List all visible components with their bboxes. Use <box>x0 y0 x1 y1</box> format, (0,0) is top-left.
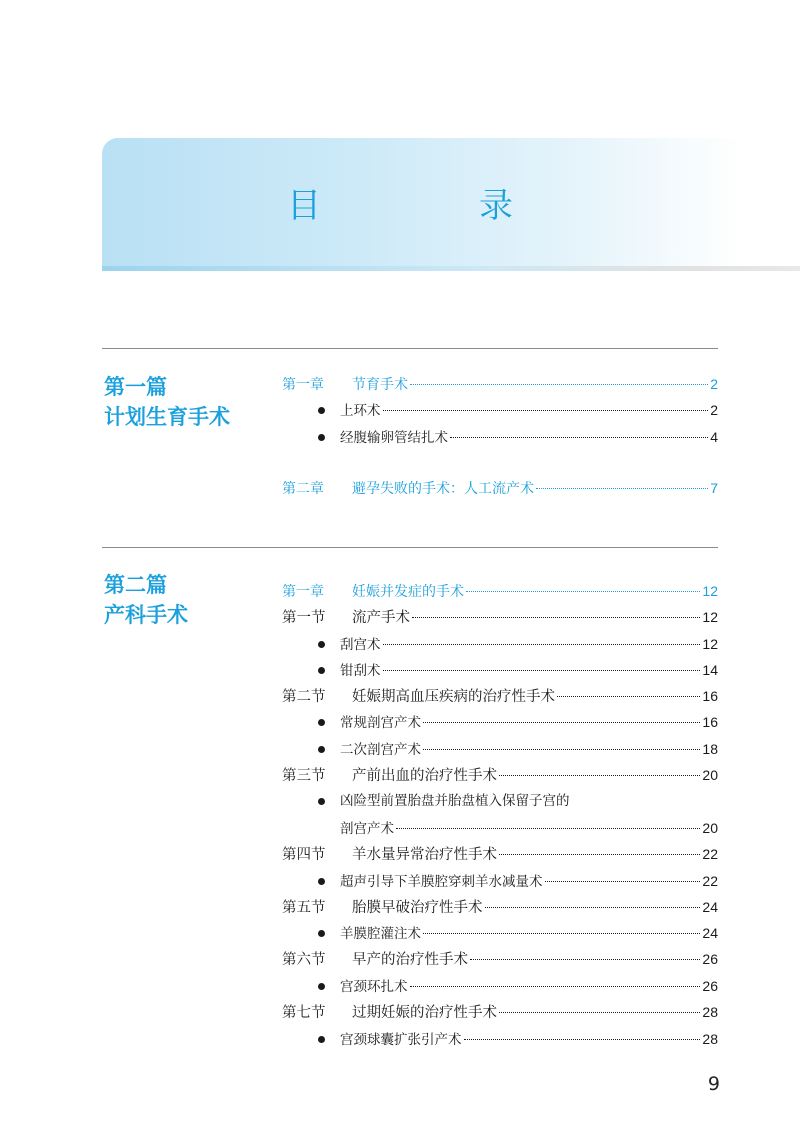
toc-section[interactable] <box>282 684 718 708</box>
section-number: 第三节 <box>282 768 326 784</box>
dot-leader <box>466 591 700 592</box>
dot-leader <box>464 1039 701 1040</box>
entry-title: 过期妊娠的治疗性手术 <box>352 1005 497 1021</box>
entry-page: 18 <box>702 741 718 757</box>
entry-page: 24 <box>702 925 718 941</box>
entry-title: 钳刮术 <box>340 663 381 679</box>
dot-leader <box>499 1012 700 1013</box>
dot-leader <box>423 749 700 750</box>
entry-title: 剖宫产术 <box>340 821 394 837</box>
entry-page: 2 <box>710 402 718 418</box>
toc-item[interactable] <box>282 869 718 893</box>
entry-title: 流产手术 <box>352 610 410 626</box>
toc-section[interactable] <box>282 947 718 971</box>
dot-leader <box>450 437 708 438</box>
part2-heading <box>104 570 188 630</box>
page-title: 目 录 <box>287 186 575 226</box>
toc-section[interactable] <box>282 605 718 629</box>
chapter-number: 第一章 <box>282 584 324 600</box>
page-number: 9 <box>707 1073 720 1095</box>
bullet-icon <box>318 719 325 726</box>
entry-page: 26 <box>702 951 718 967</box>
part1-divider <box>102 348 718 349</box>
toc-item-continued[interactable] <box>282 816 718 840</box>
section-number: 第七节 <box>282 1005 326 1021</box>
part1-title: 计划生育手术 <box>104 404 230 429</box>
toc-chapter[interactable] <box>282 579 718 603</box>
entry-page: 20 <box>702 820 718 836</box>
dot-leader <box>470 959 700 960</box>
part1-heading <box>104 372 230 432</box>
entry-page: 22 <box>702 846 718 862</box>
entry-title: 常规剖宫产术 <box>340 715 421 731</box>
dot-leader <box>536 488 708 489</box>
dot-leader <box>423 722 700 723</box>
entry-page: 24 <box>702 899 718 915</box>
entry-page: 12 <box>702 609 718 625</box>
toc-chapter[interactable] <box>282 372 718 396</box>
entry-title: 羊水量异常治疗性手术 <box>352 847 497 863</box>
bullet-icon <box>318 798 325 805</box>
dot-leader <box>545 881 701 882</box>
entry-page: 4 <box>710 429 718 445</box>
entry-page: 20 <box>702 767 718 783</box>
entry-title: 妊娠期高血压疾病的治疗性手术 <box>352 689 555 705</box>
entry-page: 22 <box>702 873 718 889</box>
toc-item[interactable] <box>282 425 718 449</box>
chapter-number: 第二章 <box>282 481 324 497</box>
chapter-number: 第一章 <box>282 377 324 393</box>
bullet-icon <box>318 983 325 990</box>
bullet-icon <box>318 641 325 648</box>
bullet-icon <box>318 667 325 674</box>
entry-title: 经腹输卵管结扎术 <box>340 430 448 446</box>
toc-item[interactable] <box>282 632 718 656</box>
entry-title: 妊娠并发症的手术 <box>352 584 464 600</box>
entry-title: 二次剖宫产术 <box>340 742 421 758</box>
bullet-icon <box>318 1036 325 1043</box>
entry-page: 2 <box>710 376 718 392</box>
dot-leader <box>410 384 708 385</box>
dot-leader <box>499 854 700 855</box>
part2-divider <box>102 547 718 548</box>
dot-leader <box>423 933 700 934</box>
dot-leader <box>383 670 701 671</box>
entry-page: 12 <box>702 583 718 599</box>
entry-page: 28 <box>702 1004 718 1020</box>
entry-title: 胎膜早破治疗性手术 <box>352 900 483 916</box>
entry-page: 16 <box>702 688 718 704</box>
entry-title: 宫颈球囊扩张引产术 <box>340 1032 462 1048</box>
part2-number: 第二篇 <box>104 572 167 597</box>
toc-item[interactable] <box>282 1027 718 1051</box>
toc-section[interactable] <box>282 1000 718 1024</box>
entry-page: 26 <box>702 978 718 994</box>
entry-title: 超声引导下羊膜腔穿刺羊水减量术 <box>340 874 543 890</box>
dot-leader <box>396 828 700 829</box>
bullet-icon <box>318 930 325 937</box>
section-number: 第四节 <box>282 847 326 863</box>
entry-title: 上环术 <box>340 403 381 419</box>
entry-page: 16 <box>702 714 718 730</box>
part1-number: 第一篇 <box>104 374 167 399</box>
entry-title: 节育手术 <box>352 377 408 393</box>
bullet-icon <box>318 434 325 441</box>
dot-leader <box>557 696 700 697</box>
entry-title: 羊膜腔灌注术 <box>340 926 421 942</box>
section-number: 第一节 <box>282 610 326 626</box>
toc-item[interactable] <box>282 789 718 813</box>
dot-leader <box>499 775 700 776</box>
toc-section[interactable] <box>282 842 718 866</box>
entry-title: 凶险型前置胎盘并胎盘植入保留子宫的 <box>340 793 570 809</box>
entry-page: 12 <box>702 636 718 652</box>
dot-leader <box>485 907 701 908</box>
entry-title: 产前出血的治疗性手术 <box>352 768 497 784</box>
entry-title: 刮宫术 <box>340 637 381 653</box>
toc-item[interactable] <box>282 974 718 998</box>
toc-item[interactable] <box>282 710 718 734</box>
bullet-icon <box>318 407 325 414</box>
entry-title: 宫颈环扎术 <box>340 979 408 995</box>
section-number: 第五节 <box>282 900 326 916</box>
entry-page: 7 <box>710 480 718 496</box>
dot-leader <box>383 410 709 411</box>
part2-title: 产科手术 <box>104 602 188 627</box>
toc-section[interactable] <box>282 763 718 787</box>
toc-section[interactable] <box>282 895 718 919</box>
bullet-icon <box>318 878 325 885</box>
toc-chapter[interactable] <box>282 476 718 500</box>
section-number: 第二节 <box>282 689 326 705</box>
entry-title: 避孕失败的手术：人工流产术 <box>352 481 534 497</box>
dot-leader <box>383 644 701 645</box>
entry-title: 早产的治疗性手术 <box>352 952 468 968</box>
toc-item[interactable] <box>282 398 718 422</box>
toc-item[interactable] <box>282 737 718 761</box>
title-banner-underline <box>102 266 800 271</box>
toc-item[interactable] <box>282 658 718 682</box>
bullet-icon <box>318 746 325 753</box>
dot-leader <box>412 617 700 618</box>
section-number: 第六节 <box>282 952 326 968</box>
entry-page: 14 <box>702 662 718 678</box>
dot-leader <box>410 986 701 987</box>
toc-item[interactable] <box>282 921 718 945</box>
entry-page: 28 <box>702 1031 718 1047</box>
